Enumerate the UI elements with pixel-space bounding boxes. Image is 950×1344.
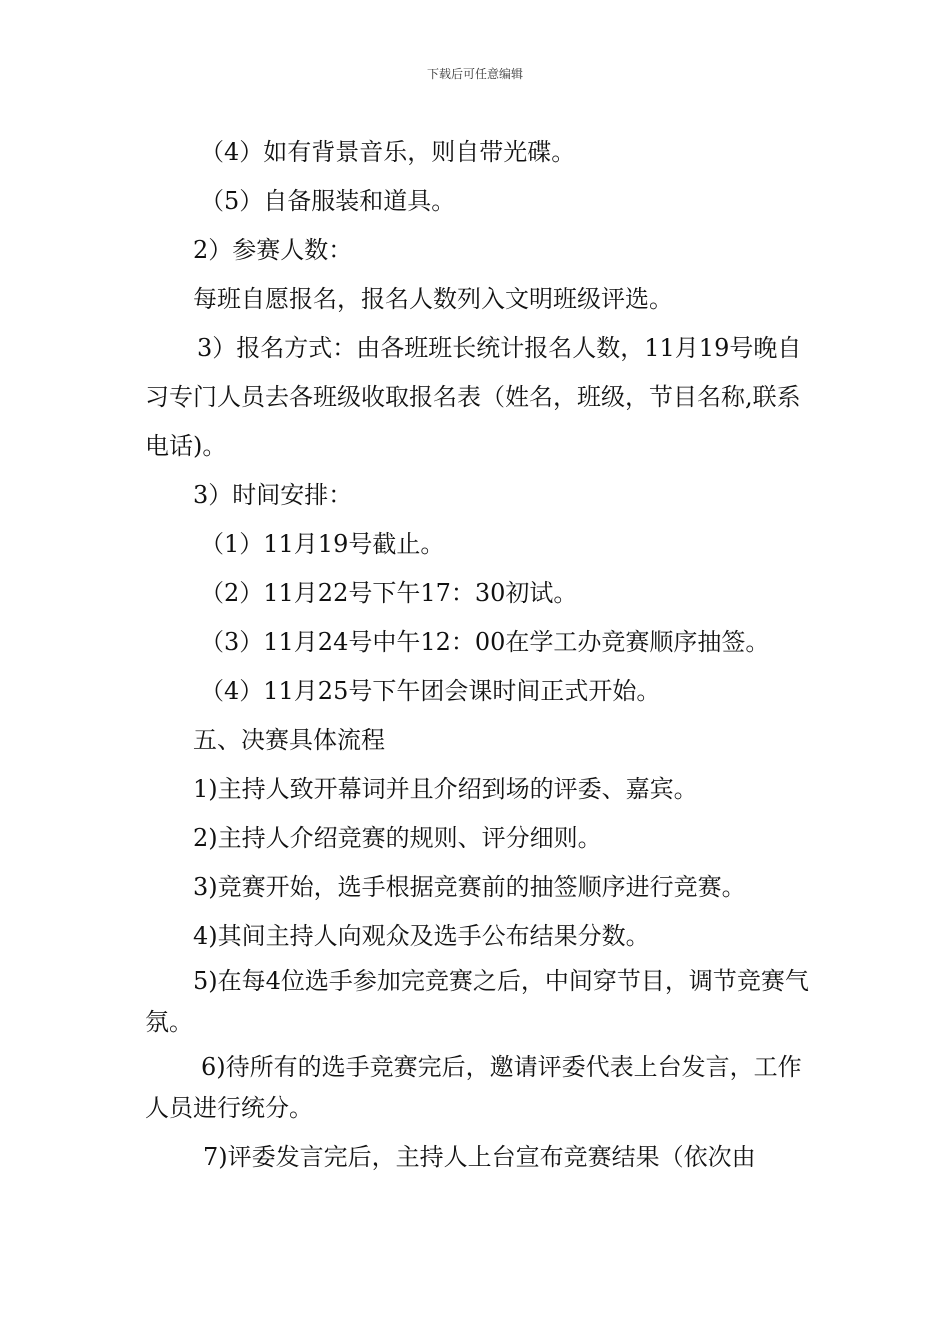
paragraph-13: 2)主持人介绍竞赛的规则、评分细则。 xyxy=(193,824,602,852)
paragraph-6: 3）时间安排： xyxy=(193,481,353,509)
paragraph-14: 3)竞赛开始，选手根据竞赛前的抽签顺序进行竞赛。 xyxy=(193,873,746,901)
paragraph-12: 1)主持人致开幕词并且介绍到场的评委、嘉宾。 xyxy=(193,775,698,803)
paragraph-18: 7)评委发言完后，主持人上台宣布竞赛结果（依次由 xyxy=(203,1143,756,1171)
paragraph-9: （3）11月24号中午12：00在学工办竞赛顺序抽签。 xyxy=(200,628,770,656)
paragraph-3: 2）参赛人数： xyxy=(193,236,353,264)
paragraph-5: 3）报名方式：由各班班长统计报名人数，11月19号晚自习专门人员去各班级收取报名表（姓名，班级，节目名称,联系电话)。 xyxy=(145,334,802,460)
page-header-note: 下载后可任意编辑 xyxy=(426,67,523,81)
paragraph-17: 6)待所有的选手竞赛完后，邀请评委代表上台发言，工作人员进行统分。 xyxy=(145,1053,802,1122)
paragraph-1: （4）如有背景音乐，则自带光碟。 xyxy=(200,138,576,166)
paragraph-2: （5）自备服装和道具。 xyxy=(200,187,456,215)
paragraph-10: （4）11月25号下午团会课时间正式开始。 xyxy=(200,677,661,705)
paragraph-15: 4)其间主持人向观众及选手公布结果分数。 xyxy=(193,922,650,950)
section-heading-final-process: 五、决赛具体流程 xyxy=(193,726,385,754)
paragraph-4: 每班自愿报名，报名人数列入文明班级评选。 xyxy=(193,285,673,313)
paragraph-7: （1）11月19号截止。 xyxy=(200,530,445,558)
paragraph-16: 5)在每4位选手参加完竞赛之后，中间穿节目，调节竞赛气氛。 xyxy=(145,967,809,1036)
document-body xyxy=(145,128,810,1182)
paragraph-8: （2）11月22号下午17：30初试。 xyxy=(200,579,578,607)
